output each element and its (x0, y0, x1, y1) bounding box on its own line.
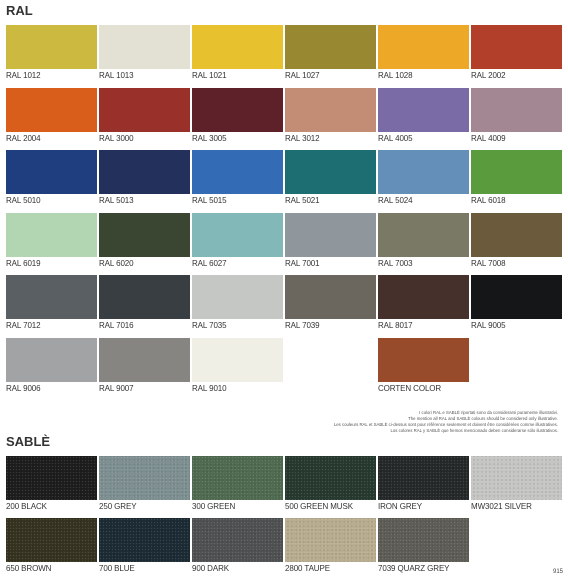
ral-color-code: RAL 6020 (99, 258, 134, 268)
page-number: 915 (552, 569, 563, 575)
ral-color-swatch (192, 338, 283, 382)
ral-color-swatch (285, 150, 376, 194)
ral-color-code: RAL 2002 (471, 71, 506, 80)
ral-swatch-card (192, 275, 283, 330)
sable-swatch-card (99, 456, 190, 511)
ral-color-swatch (471, 275, 562, 319)
ral-swatch-card (285, 88, 376, 143)
ral-color-code: RAL 7001 (285, 258, 320, 268)
ral-swatch-card (378, 88, 469, 143)
ral-color-code: RAL 3012 (285, 133, 320, 143)
ral-swatch-card (99, 213, 190, 268)
sable-swatch-card (192, 518, 283, 573)
sable-color-swatch (285, 456, 376, 500)
sable-swatch-card (285, 518, 376, 573)
sable-color-code: 700 BLUE (99, 564, 135, 573)
ral-color-swatch (471, 88, 562, 132)
colour-disclaimer (258, 410, 558, 434)
ral-swatch-card (99, 25, 190, 80)
ral-color-code: RAL 7035 (192, 321, 227, 330)
ral-swatch-card (192, 25, 283, 80)
ral-swatch-card (285, 25, 376, 80)
ral-color-code: RAL 1028 (378, 71, 413, 80)
ral-swatch-card (471, 213, 562, 268)
ral-color-swatch (378, 275, 469, 319)
ral-color-code: CORTEN COLOR (378, 383, 442, 393)
ral-swatch-card (378, 275, 469, 330)
ral-color-code: RAL 6027 (192, 258, 227, 268)
ral-color-code: RAL 5013 (99, 196, 134, 205)
ral-color-swatch (285, 25, 376, 69)
ral-color-swatch (6, 150, 97, 194)
sable-color-swatch (99, 456, 190, 500)
ral-swatch-card (192, 213, 283, 268)
sable-swatch-card (471, 456, 562, 511)
ral-swatch-card (378, 338, 469, 393)
ral-color-code: RAL 7008 (471, 258, 506, 268)
ral-color-swatch (99, 213, 190, 257)
ral-color-swatch (6, 275, 97, 319)
disclaimer-line: I colori RAL e SABLÈ riportati sono da considerarsi puramente illustrativi. (419, 410, 558, 415)
sable-swatch-card (378, 518, 469, 573)
ral-swatch-card (6, 150, 97, 205)
ral-swatch-card (471, 275, 562, 330)
sable-swatch-card (6, 518, 97, 573)
ral-swatch-card (378, 213, 469, 268)
ral-color-swatch (99, 338, 190, 382)
ral-swatch-card (285, 213, 376, 268)
ral-color-code: RAL 2004 (6, 133, 41, 143)
ral-color-swatch (471, 150, 562, 194)
ral-swatch-card (99, 338, 190, 393)
ral-color-code: RAL 8017 (378, 321, 413, 330)
disclaimer-line: Los colores RAL y SABLÈ que hemos mencionado deben considerarse sólo ilustrativos. (390, 428, 558, 433)
ral-swatch-card (6, 213, 97, 268)
sable-color-swatch (6, 518, 97, 562)
ral-color-swatch (192, 275, 283, 319)
ral-color-code: RAL 6018 (471, 196, 506, 205)
ral-color-code: RAL 1021 (192, 71, 227, 80)
sable-color-swatch (378, 518, 469, 562)
sable-swatch-card (378, 456, 469, 511)
ral-color-code: RAL 9005 (471, 321, 506, 330)
ral-color-code: RAL 5021 (285, 196, 320, 205)
ral-color-code: RAL 9010 (192, 383, 227, 393)
ral-color-swatch (6, 25, 97, 69)
ral-swatch-card (6, 338, 97, 393)
ral-color-swatch (285, 275, 376, 319)
ral-section-title: RAL (6, 3, 33, 18)
ral-swatch-card (192, 150, 283, 205)
ral-swatch-card (378, 150, 469, 205)
ral-color-code: RAL 7016 (99, 321, 134, 330)
ral-swatch-card (99, 88, 190, 143)
ral-color-swatch (99, 275, 190, 319)
ral-swatch-card (471, 88, 562, 143)
ral-color-swatch (192, 150, 283, 194)
sable-color-code: 2800 TAUPE (285, 564, 330, 573)
ral-color-code: RAL 4005 (378, 133, 413, 143)
sable-color-code: 900 DARK (192, 564, 229, 573)
ral-color-swatch (378, 338, 469, 382)
sable-color-code: MW3021 SILVER (471, 502, 532, 511)
ral-color-code: RAL 7003 (378, 258, 413, 268)
ral-color-swatch (192, 25, 283, 69)
ral-color-code: RAL 3000 (99, 133, 134, 143)
ral-color-swatch (471, 25, 562, 69)
ral-color-swatch (6, 88, 97, 132)
ral-color-code: RAL 9007 (99, 383, 134, 393)
sable-color-code: 250 GREY (99, 502, 137, 511)
sable-color-code: IRON GREY (378, 502, 422, 511)
sable-color-swatch (471, 456, 562, 500)
ral-swatch-card (6, 25, 97, 80)
ral-swatch-card (99, 150, 190, 205)
ral-color-swatch (378, 213, 469, 257)
ral-color-swatch (192, 213, 283, 257)
ral-color-code: RAL 5010 (6, 196, 41, 205)
sable-color-swatch (6, 456, 97, 500)
ral-color-code: RAL 4009 (471, 133, 506, 143)
ral-color-code: RAL 1027 (285, 71, 320, 80)
ral-swatch-card (378, 25, 469, 80)
ral-swatch-card (285, 150, 376, 205)
ral-color-code: RAL 5024 (378, 196, 413, 205)
sable-section-title: SABLÈ (6, 434, 51, 449)
ral-swatch-card (6, 88, 97, 143)
ral-color-swatch (99, 88, 190, 132)
ral-color-code: RAL 1012 (6, 71, 41, 80)
ral-color-swatch (99, 25, 190, 69)
sable-swatch-card (192, 456, 283, 511)
ral-color-swatch (192, 88, 283, 132)
ral-swatch-card (471, 25, 562, 80)
sable-swatch-card (99, 518, 190, 573)
ral-swatch-card (285, 275, 376, 330)
sable-color-code: 7039 QUARZ GREY (378, 564, 450, 573)
sable-swatch-card (285, 456, 376, 511)
sable-color-swatch (99, 518, 190, 562)
ral-color-code: RAL 1013 (99, 71, 134, 80)
ral-color-code: RAL 3005 (192, 133, 227, 143)
ral-color-code: RAL 9006 (6, 383, 41, 393)
disclaimer-line: Les couleurs RAL et SABLÈ ci-dessus sont pour référence seulement et doivent être considérées comme illustratives. (333, 422, 558, 427)
ral-swatch-card (471, 150, 562, 205)
sable-color-code: 300 GREEN (192, 502, 236, 511)
ral-swatch-card (99, 275, 190, 330)
ral-color-swatch (285, 88, 376, 132)
ral-color-code: RAL 7039 (285, 321, 320, 330)
ral-color-code: RAL 6019 (6, 258, 41, 268)
disclaimer-line: The mention all RAL and SABLÈ colours should be considered only illustrative. (408, 416, 558, 421)
ral-swatch-card (192, 88, 283, 143)
ral-color-swatch (6, 213, 97, 257)
ral-swatch-card (6, 275, 97, 330)
ral-color-swatch (6, 338, 97, 382)
ral-color-swatch (378, 150, 469, 194)
ral-color-swatch (378, 88, 469, 132)
ral-color-swatch (471, 213, 562, 257)
sable-color-code: 500 GREEN MUSK (285, 502, 353, 511)
sable-color-swatch (192, 456, 283, 500)
sable-color-code: 650 BROWN (6, 564, 52, 573)
sable-color-swatch (378, 456, 469, 500)
ral-color-swatch (285, 213, 376, 257)
ral-color-code: RAL 7012 (6, 321, 41, 330)
ral-color-swatch (378, 25, 469, 69)
sable-color-swatch (192, 518, 283, 562)
ral-swatch-card (192, 338, 283, 393)
sable-swatch-card (6, 456, 97, 511)
ral-color-swatch (99, 150, 190, 194)
ral-color-code: RAL 5015 (192, 196, 227, 205)
sable-color-code: 200 BLACK (6, 502, 47, 511)
sable-color-swatch (285, 518, 376, 562)
